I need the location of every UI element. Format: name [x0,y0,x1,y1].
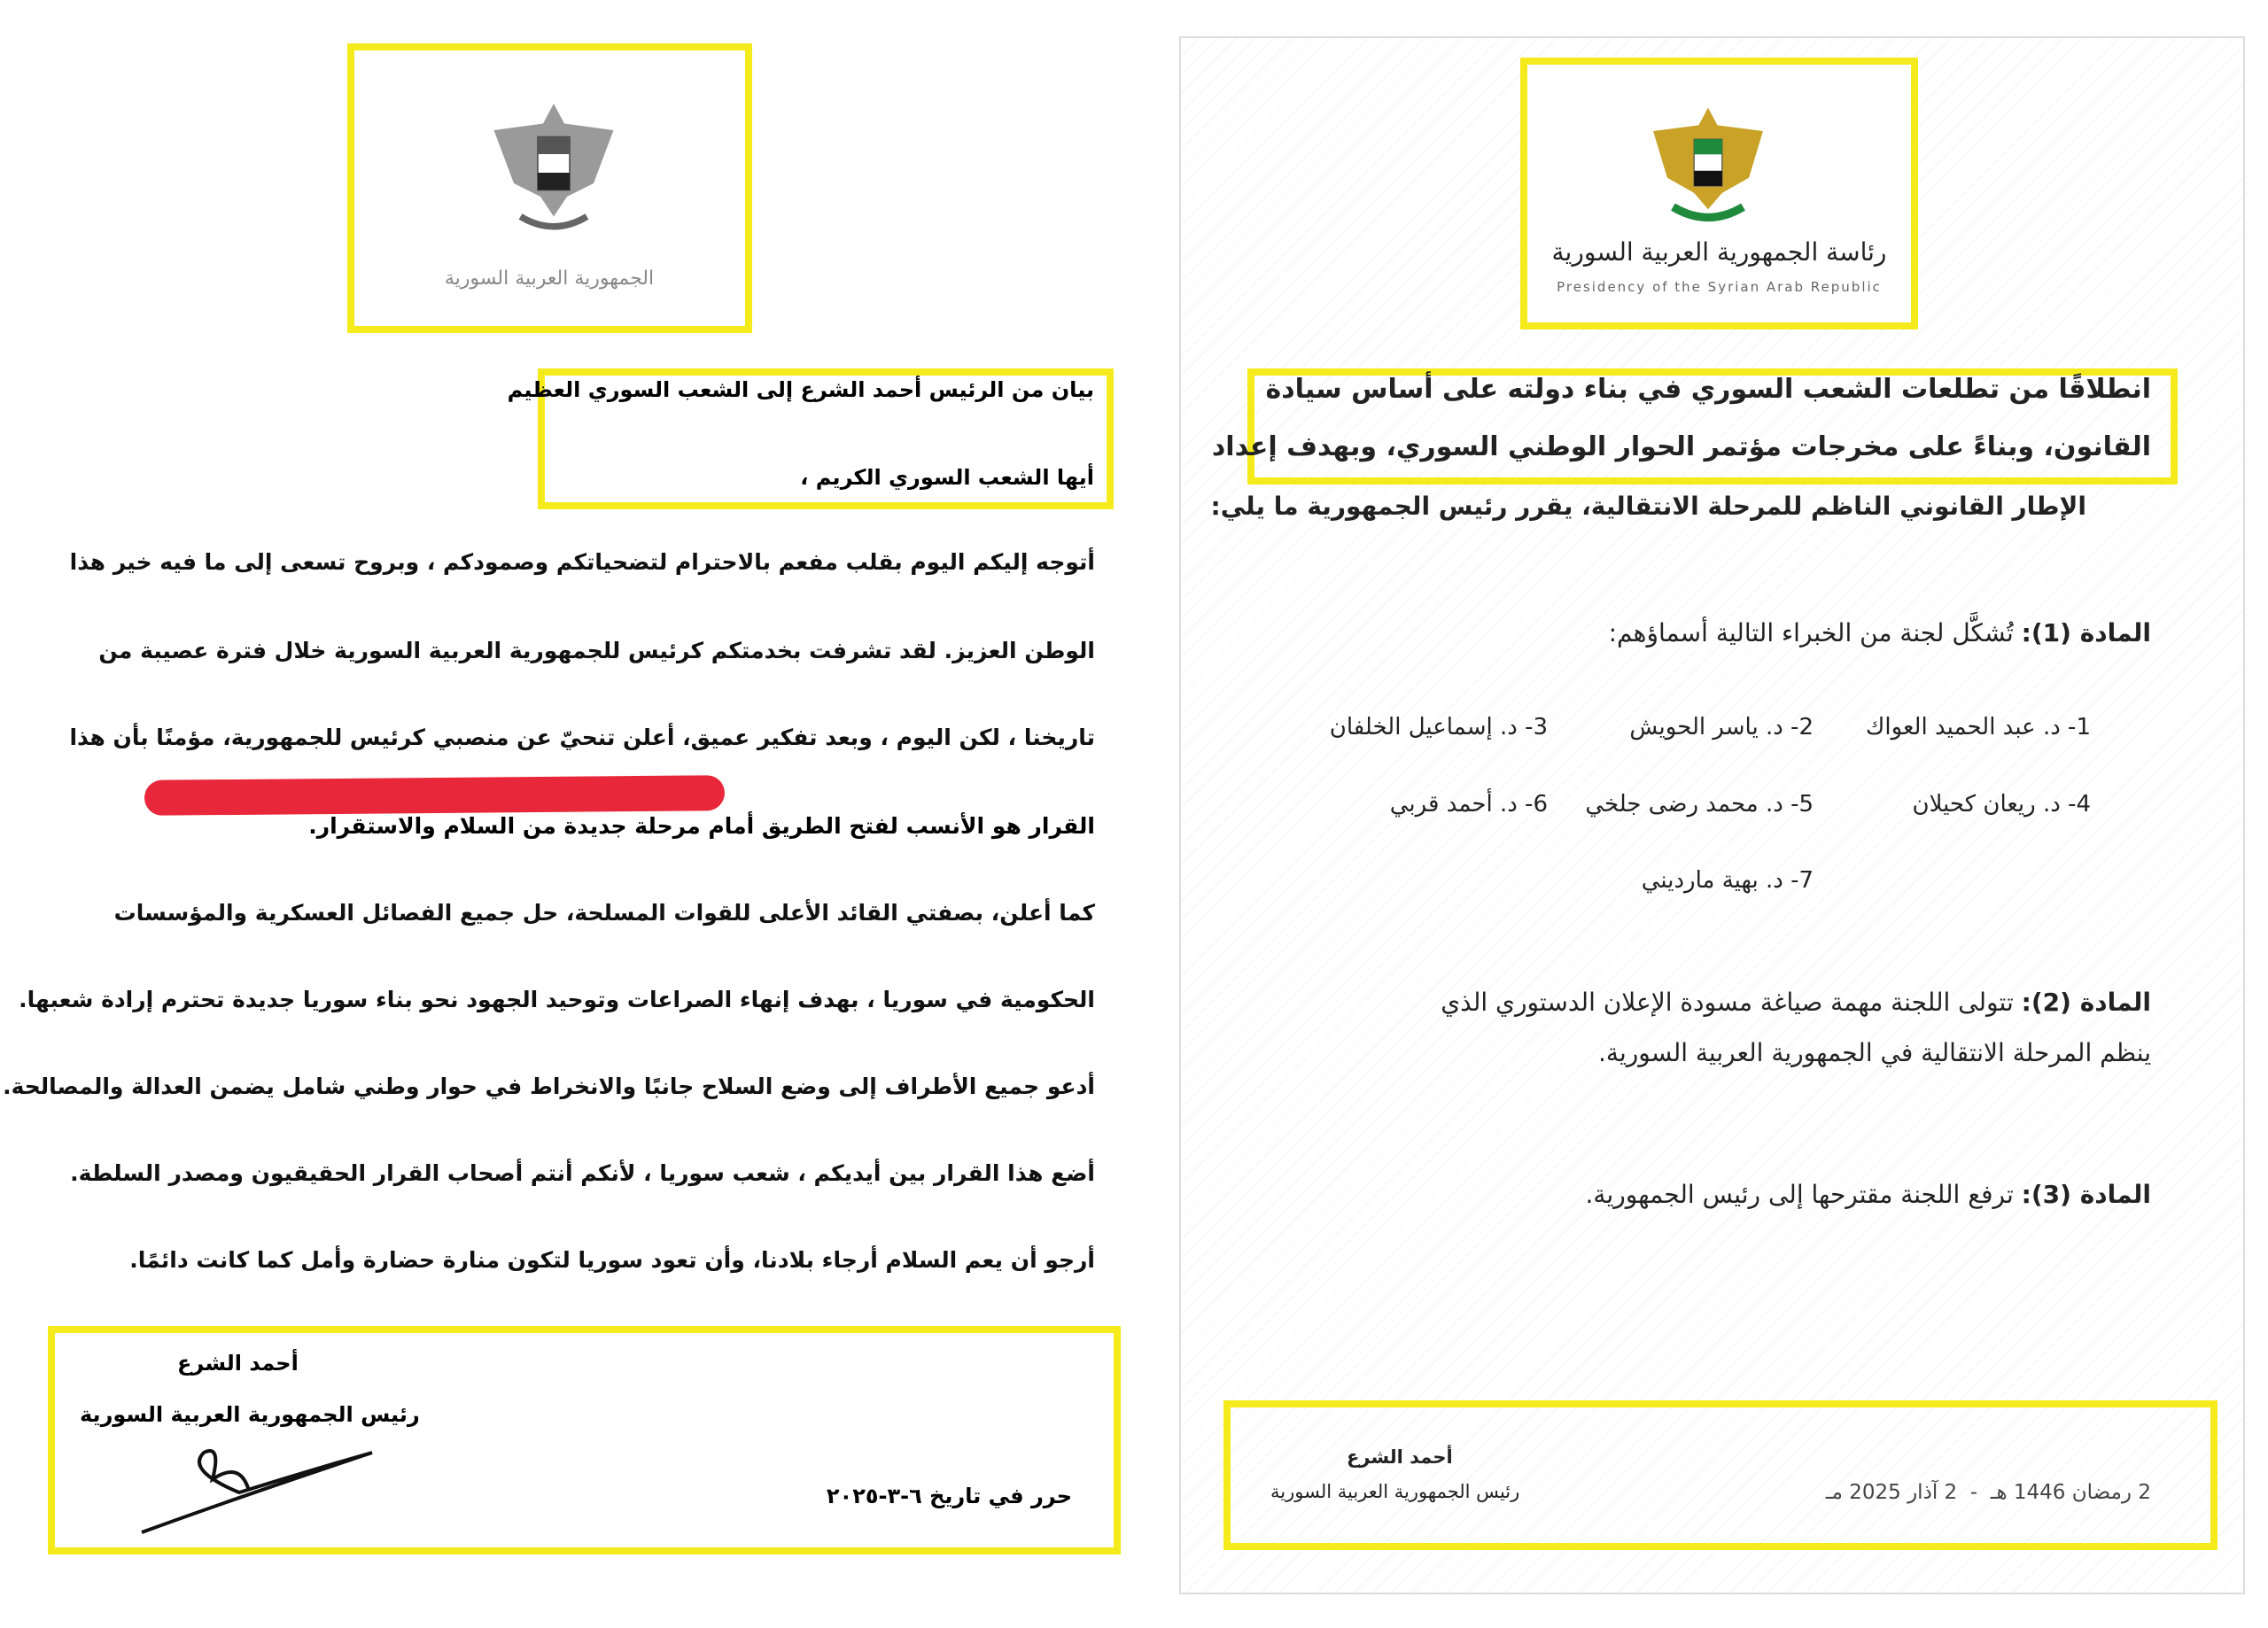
presidency-title-ar: رئاسة الجمهورية العربية السورية [1551,237,1887,267]
member-2: 2- د. ياسر الحويش [1629,714,1814,740]
article-3 [1586,1180,2151,1209]
signer-title-right: رئيس الجمهورية العربية السورية [1270,1481,1520,1502]
signer-name-right: أحمد الشرع [1347,1446,1453,1468]
article-1 [1609,618,2151,647]
article-2-line-1: تتولى اللجنة مهمة صياغة مسودة الإعلان الدستوري الذي [1441,988,2014,1017]
body-line: أدعو جميع الأطراف إلى وضع السلاح جانبًا والانخراط في حوار وطني شامل يضمن العدالة والمصالحة. [3,1074,1095,1099]
right-footer-box [1223,1400,2218,1550]
intro-line: انطلاقًا من تطلعات الشعب السوري في بناء دولته على أساس سيادة [1265,374,2151,405]
article-2-line-2: ينظم المرحلة الانتقالية في الجمهورية العربية السورية. [1598,1038,2151,1067]
article-2 [1441,988,2151,1017]
body-line: أتوجه إليكم اليوم بقلب مفعم بالاحترام لتضحياتكم وصمودكم ، وبروح تسعى إلى ما فيه خير هذا [69,549,1095,575]
member-6: 6- د. أحمد قربي [1389,791,1548,818]
signer-title: رئيس الجمهورية العربية السورية [80,1402,420,1427]
redaction-mark [144,775,725,816]
handwritten-signature [133,1417,381,1541]
member-4: 4- د. ريعان كحيلان [1912,791,2091,818]
emblem-caption: الجمهورية العربية السورية [444,267,655,290]
body-line: الحكومية في سوريا ، بهدف إنهاء الصراعات وتوحيد الجهود نحو بناء سوريا جديدة تحترم إرادة شعبها. [19,987,1095,1012]
decree-date: 2 رمضان 1446 هـ - 2 آذار 2025 مـ [1825,1481,2151,1504]
member-5: 5- د. محمد رضى جلخي [1585,791,1814,818]
salutation: أيها الشعب السوري الكريم ، [800,465,1094,490]
body-line: أضع هذا القرار بين أيديكم ، شعب سوريا ، لأنكم أنتم أصحاب القرار الحقيقيون ومصدر السلطة. [70,1160,1095,1186]
article-3-label: المادة (3): [2021,1180,2151,1209]
article-1-text: تُشكَّل لجنة من الخبراء التالية أسماؤهم: [1608,618,2014,647]
body-line: القرار هو الأنسب لفتح الطريق أمام مرحلة جديدة من السلام والاستقرار. [308,813,1095,839]
member-7: 7- د. بهية مارديني [1641,867,1814,894]
intro-line: القانون، وبناءً على مخرجات مؤتمر الحوار الوطني السوري، وبهدف إعداد [1211,431,2151,462]
body-line: كما أعلن، بصفتي القائد الأعلى للقوات المسلحة، حل جميع الفصائل العسكرية والمؤسسات [113,900,1095,926]
presidency-title-en: Presidency of the Syrian Arab Republic [1557,279,1882,295]
body-line: تاريخنا ، لكن اليوم ، وبعد تفكير عميق، أعلن تنحيّ عن منصبي كرئيس للجمهورية، مؤمنًا بأن هذا [69,725,1095,750]
signer-name: أحمد الشرع [177,1351,299,1376]
member-3: 3- د. إسماعيل الخلفان [1329,714,1548,740]
body-line: الوطن العزيز. لقد تشرفت بخدمتكم كرئيس للجمهورية العربية السورية خلال فترة عصيبة من [98,638,1095,663]
eagle-emblem-icon [487,86,620,254]
golden-eagle-emblem-icon [1646,102,1770,230]
member-1: 1- د. عبد الحميد العواك [1865,714,2091,740]
article-1-label: المادة (1): [2021,618,2151,647]
article-2-label: المادة (2): [2021,988,2151,1017]
statement-heading: بيان من الرئيس أحمد الشرع إلى الشعب السوري العظيم [507,377,1094,402]
issue-date: حرر في تاريخ ٦-٣-٢٠٢٥ [826,1484,1072,1508]
left-emblem-box [347,43,752,333]
article-3-text: ترفع اللجنة مقترحها إلى رئيس الجمهورية. [1585,1180,2014,1209]
intro-line: الإطار القانوني الناظم للمرحلة الانتقالية، يقرر رئيس الجمهورية ما يلي: [1210,492,2086,521]
body-line: أرجو أن يعم السلام أرجاء بلادنا، وأن تعود سوريا لتكون منارة حضارة وأمل كما كانت دائمًا. [129,1247,1095,1273]
